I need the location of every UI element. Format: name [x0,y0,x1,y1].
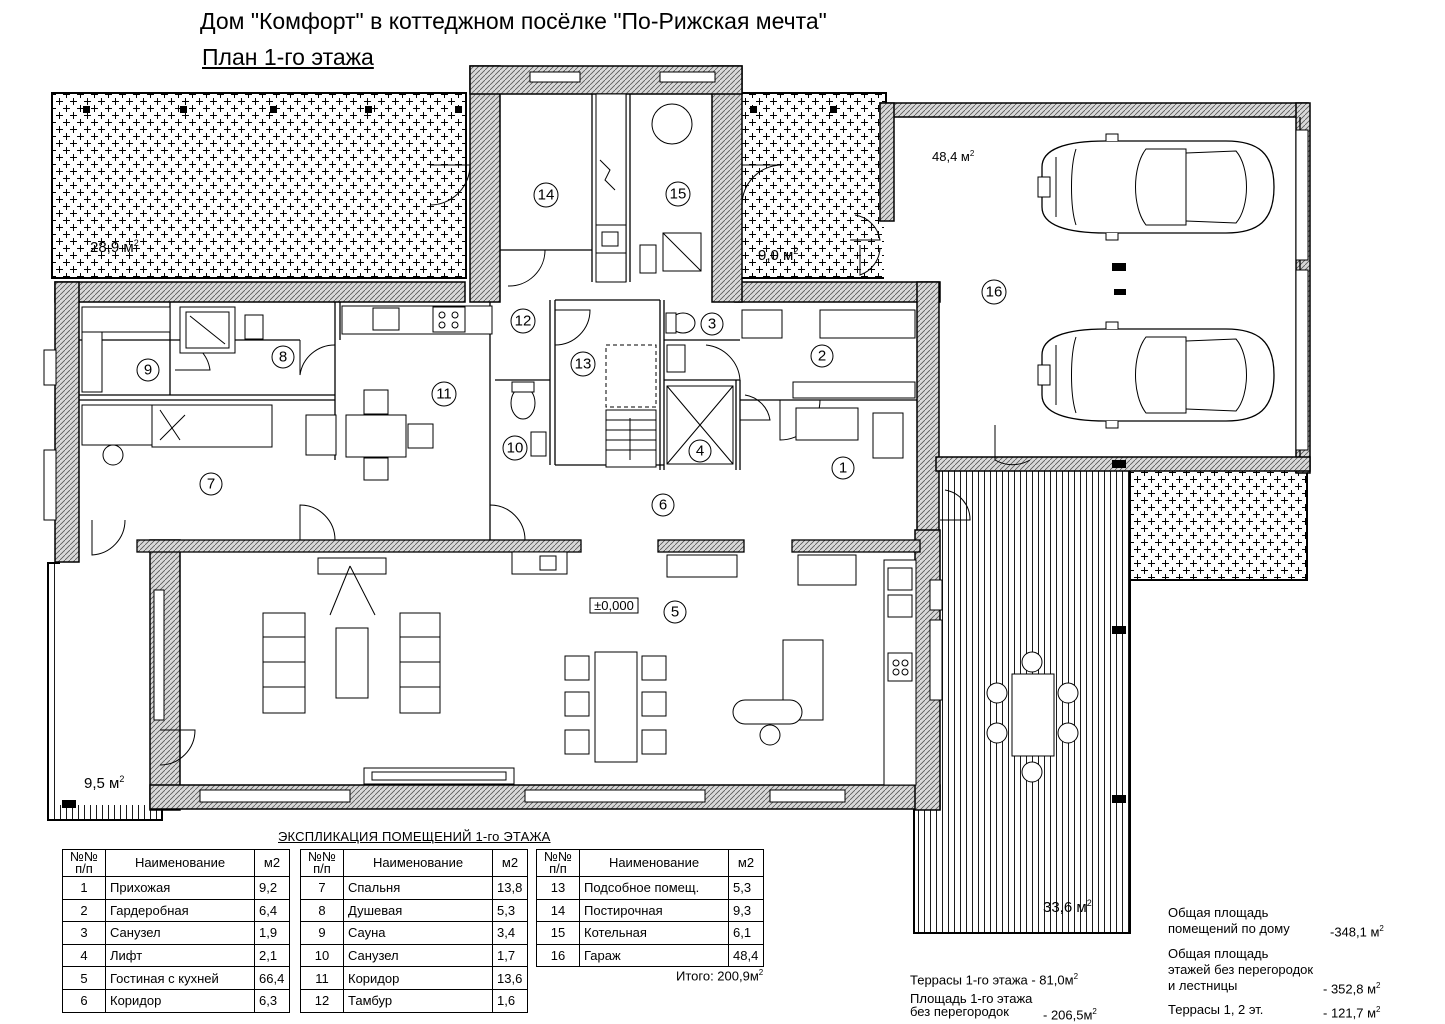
terraces-1-floor: Террасы 1-го этажа - $81,0м^2$ [910,972,1079,988]
area-1-floor-value: - $206,5м^2$ [1043,1007,1097,1023]
svg-text:8: 8 [278,348,288,366]
svg-text:7: 7 [206,475,216,493]
table-row: 6 Коридор 6,3 [63,989,290,1012]
table-row: 1 Прихожая 9,2 [63,877,290,900]
table-row: 5 Гостиная с кухней 66,4 [63,967,290,990]
total-house-value: -348,1 $м^2$ [1330,924,1384,940]
area-1-floor-line1: Площадь 1-го этажа [910,991,1033,1006]
elevation-mark: ±0,000 [594,598,634,613]
room-number-13 [571,352,595,376]
table-row: 10 Санузел 1,7 [301,944,528,967]
total-floors-line2: этажей без перегородок [1168,962,1314,977]
room-number-7 [200,473,222,495]
room-number-1 [832,457,854,479]
total-house-line2: помещений по дому [1168,921,1290,936]
table-row: 7 Спальня 13,8 [301,877,528,900]
room-number-2 [811,345,833,367]
area-1-floor-line2: без перегородок [910,1004,1009,1019]
svg-text:13: 13 [574,355,592,373]
svg-text:15: 15 [669,185,687,203]
room-number-8 [272,346,294,368]
table-row: 2 Гардеробная 6,4 [63,899,290,922]
room-number-10 [503,436,527,460]
table-row: 4 Лифт 2,1 [63,944,290,967]
svg-text:4: 4 [695,442,705,460]
room-number-3 [701,313,723,335]
area-label-terrace-west: 9,5 $м^2$ [84,774,125,792]
table-row: 16 Гараж 48,4 [537,944,764,967]
room-number-6 [652,494,674,516]
explication-table-1: №№ п/п Наименование м2 1 Прихожая 9,2 2 Гардеробная 6,4 3 Санузел 1,9 4 Лифт 2,1 5 Гостиная с кухней 66,4 6 Коридор 6,3 [62,849,290,1013]
drawing-subtitle: План 1-го этажа [202,44,374,70]
svg-text:2: 2 [817,347,827,365]
terraces-1-2-label: Террасы 1, 2 эт. [1168,1002,1264,1017]
area-label-terrace-east: 33,6 $м^2$ [1043,898,1092,916]
room-number-5 [664,601,686,623]
area-label-terrace-north: 9,0 $м^2$ [758,246,799,264]
svg-text:5: 5 [670,603,680,621]
explication-table-3: №№ п/п Наименование м2 13 Подсобное помещ. 5,3 14 Постирочная 9,3 15 Котельная 6,1 16 Гараж 48,4 [536,849,764,967]
total-house-line1: Общая площадь [1168,905,1269,920]
area-label-garage: 48,4 $м^2$ [932,149,975,164]
room-number-14 [534,183,558,207]
terrace-se-brick [1117,460,1307,580]
table-row: 13 Подсобное помещ. 5,3 [537,877,764,900]
room-number-11 [432,382,456,406]
svg-text:14: 14 [537,186,555,204]
explication-table-2: №№ п/п Наименование м2 7 Спальня 13,8 8 Душевая 5,3 9 Сауна 3,4 10 Санузел 1,7 11 Коридор 13,6 12 Тамбур 1,6 [300,849,528,1013]
total-floors-value: - 352,8 $м^2$ [1323,981,1381,997]
svg-text:6: 6 [658,496,668,514]
room-number-4 [689,440,711,462]
svg-text:9: 9 [143,361,153,379]
room-number-16 [982,280,1006,304]
explication-title: ЭКСПЛИКАЦИЯ ПОМЕЩЕНИЙ 1-го ЭТАЖА [278,829,551,844]
svg-text:10: 10 [506,439,524,457]
svg-text:11: 11 [436,385,452,403]
table-row: 3 Санузел 1,9 [63,922,290,945]
table-row: 8 Душевая 5,3 [301,899,528,922]
room-number-15 [666,182,690,206]
table-row: 14 Постирочная 9,3 [537,899,764,922]
total-floors-line3: и лестницы [1168,978,1238,993]
table-row: 12 Тамбур 1,6 [301,989,528,1012]
room-number-9 [137,359,159,381]
table-row: 11 Коридор 13,6 [301,967,528,990]
svg-text:12: 12 [514,312,532,330]
svg-text:3: 3 [707,315,717,333]
table-row: 9 Сауна 3,4 [301,922,528,945]
drawing-title: Дом "Комфорт" в коттеджном посёлке "По-Рижская мечта" [200,8,827,34]
table-row: 15 Котельная 6,1 [537,922,764,945]
svg-text:1: 1 [838,459,848,477]
terraces-1-2-value: - 121,7 $м^2$ [1323,1005,1381,1021]
area-label-terrace-nw: 28,9 $м^2$ [90,238,139,256]
total-floors-line1: Общая площадь [1168,946,1269,961]
total-area: Итого: $200,9м^2$ [676,968,764,984]
room-number-12 [511,309,535,333]
svg-text:16: 16 [985,283,1003,301]
